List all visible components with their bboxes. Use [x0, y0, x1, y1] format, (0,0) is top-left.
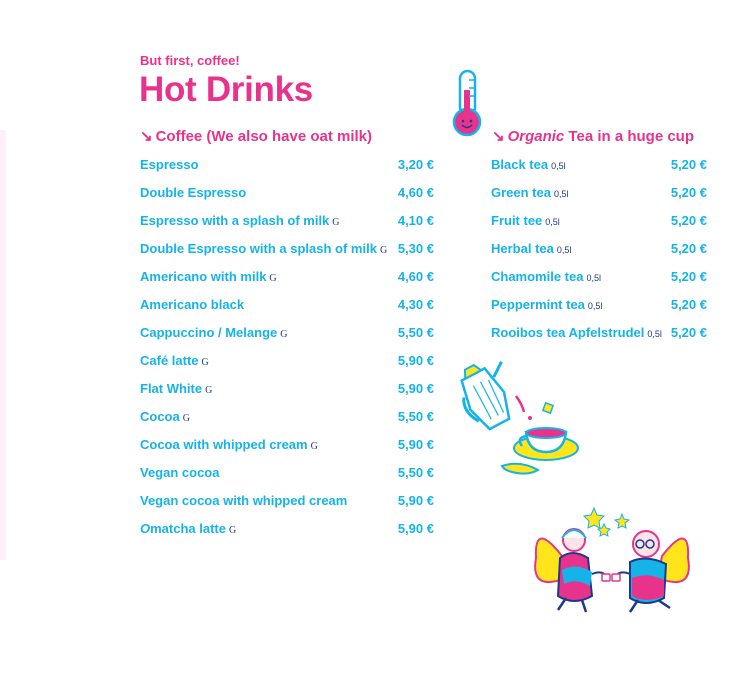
tea-menu-item: [491, 241, 707, 261]
item-name-text: Black tea: [491, 157, 549, 172]
arrow-down-right-icon: ↘: [492, 128, 505, 145]
item-price: 5,20 €: [670, 297, 707, 312]
item-volume: 0,5l: [586, 273, 601, 283]
item-price: 5,90 €: [397, 521, 434, 536]
coffee-menu-item: [140, 213, 434, 233]
item-name: [140, 493, 347, 508]
item-volume: 0,5l: [587, 301, 603, 311]
item-name: [491, 185, 569, 200]
item-name-text: Vegan cocoa: [140, 465, 220, 480]
item-name: [140, 437, 318, 452]
item-name: [140, 241, 387, 256]
item-note-mark: G: [229, 525, 237, 536]
item-name-text: Cappuccino / Melange: [140, 325, 278, 340]
side-band: [0, 130, 6, 560]
item-name: [140, 157, 199, 172]
item-note-mark: G: [310, 441, 318, 452]
item-volume: 0,5l: [545, 217, 560, 227]
coffee-menu-item: [140, 297, 434, 317]
item-name-text: Double Espresso: [140, 185, 247, 200]
item-note-mark: G: [332, 217, 340, 228]
item-note-mark: G: [280, 329, 288, 340]
tea-section-label-italic: Organic: [507, 128, 565, 145]
coffee-menu-item: [140, 325, 434, 345]
item-name-text: Espresso: [140, 157, 199, 172]
item-name: [491, 157, 566, 172]
item-price: 5,90 €: [397, 381, 434, 396]
coffee-section-title: [140, 127, 372, 145]
item-volume: 0,5l: [551, 161, 566, 171]
item-note-mark: G: [205, 385, 213, 396]
item-price: 4,10 €: [397, 213, 434, 228]
butterfly-couple-illustration: [526, 500, 698, 618]
item-name-prefix: O: [140, 521, 151, 536]
teapot-pouring-illustration: [458, 356, 582, 478]
item-price: 5,90 €: [397, 353, 434, 368]
item-price: 4,60 €: [397, 185, 434, 200]
tea-menu-item: [491, 185, 707, 205]
item-name: [140, 465, 219, 480]
item-name-text: Herbal tea: [491, 241, 554, 256]
item-name-text: Rooibos tea Apfelstrudel: [491, 325, 645, 340]
coffee-menu-item: [140, 437, 434, 457]
tea-menu-item: [491, 297, 707, 317]
arrow-down-right-icon: ↘: [140, 128, 153, 145]
item-price: 5,20 €: [670, 325, 707, 340]
item-note-mark: G: [379, 245, 388, 256]
coffee-menu-item: [140, 465, 434, 485]
coffee-menu-item: [140, 353, 434, 373]
item-name-text: Flat White: [140, 381, 203, 396]
item-volume: 0,5l: [647, 329, 662, 339]
item-price: 5,50 €: [397, 465, 434, 480]
tea-section-title: [492, 127, 694, 145]
item-name: [140, 297, 244, 312]
item-name: [491, 269, 601, 284]
item-name-text: Green tea: [491, 185, 551, 200]
kicker-text: But first, coffee!: [140, 53, 240, 68]
item-name: [140, 381, 212, 396]
item-name: [491, 241, 571, 256]
item-price: 5,30 €: [397, 241, 434, 256]
item-price: 5,50 €: [397, 325, 434, 340]
item-note-mark: G: [201, 357, 209, 368]
item-name: [140, 353, 209, 368]
item-name-text: Cocoa with whipped cream: [140, 437, 308, 452]
item-volume: 0,5l: [556, 245, 572, 255]
item-name: [140, 213, 340, 228]
coffee-menu-item: [140, 493, 434, 513]
item-name-text: Chamomile tea: [491, 269, 584, 284]
thermometer-icon: [449, 68, 485, 140]
item-name-text: Peppermint tea: [491, 297, 585, 312]
item-price: 5,20 €: [670, 241, 707, 256]
item-name-text: Café latte: [140, 353, 199, 368]
item-name-text: Double Espresso with a splash of milk: [140, 241, 377, 256]
item-price: 5,90 €: [397, 437, 434, 452]
item-name: [140, 185, 246, 200]
coffee-section-label: Coffee (We also have oat milk): [155, 128, 373, 145]
item-name: [140, 269, 277, 284]
tea-menu-item: [491, 325, 707, 345]
item-name: [140, 325, 287, 340]
coffee-menu-item: [140, 157, 434, 177]
item-name: [140, 521, 236, 536]
item-price: 4,60 €: [397, 269, 434, 284]
item-name-text: matcha latte: [150, 521, 226, 536]
item-price: 3,20 €: [397, 157, 434, 172]
item-name-text: Espresso with a splash of milk: [140, 213, 330, 228]
item-name-text: Fruit tee: [491, 213, 543, 228]
item-price: 5,20 €: [670, 157, 707, 172]
tea-menu-item: [491, 213, 707, 233]
item-name-text: Americano black: [140, 297, 245, 312]
coffee-menu-item: [140, 381, 434, 401]
item-price: 5,20 €: [670, 269, 707, 284]
item-price: 5,20 €: [670, 213, 707, 228]
item-price: 4,30 €: [397, 297, 434, 312]
coffee-menu-item: [140, 409, 434, 429]
item-note-mark: G: [269, 273, 277, 284]
item-note-mark: G: [182, 413, 190, 424]
page-title: Hot Drinks: [139, 70, 313, 109]
item-price: 5,50 €: [397, 409, 434, 424]
item-name-text: Vegan cocoa with whipped cream: [140, 493, 348, 508]
tea-menu-item: [491, 157, 707, 177]
coffee-menu-item: [140, 241, 434, 261]
item-name: [491, 213, 560, 228]
coffee-menu-item: [140, 269, 434, 289]
item-name: [140, 409, 190, 424]
tea-menu-item: [491, 269, 707, 289]
tea-section-label: Tea in a huge cup: [564, 128, 695, 145]
coffee-menu-item: [140, 521, 434, 541]
coffee-menu-item: [140, 185, 434, 205]
item-price: 5,20 €: [670, 185, 707, 200]
item-name: [491, 325, 662, 340]
item-name-text: Cocoa: [140, 409, 180, 424]
item-name: [491, 297, 602, 312]
item-volume: 0,5l: [553, 189, 569, 199]
item-price: 5,90 €: [397, 493, 434, 508]
item-name-text: Americano with milk: [140, 269, 267, 284]
